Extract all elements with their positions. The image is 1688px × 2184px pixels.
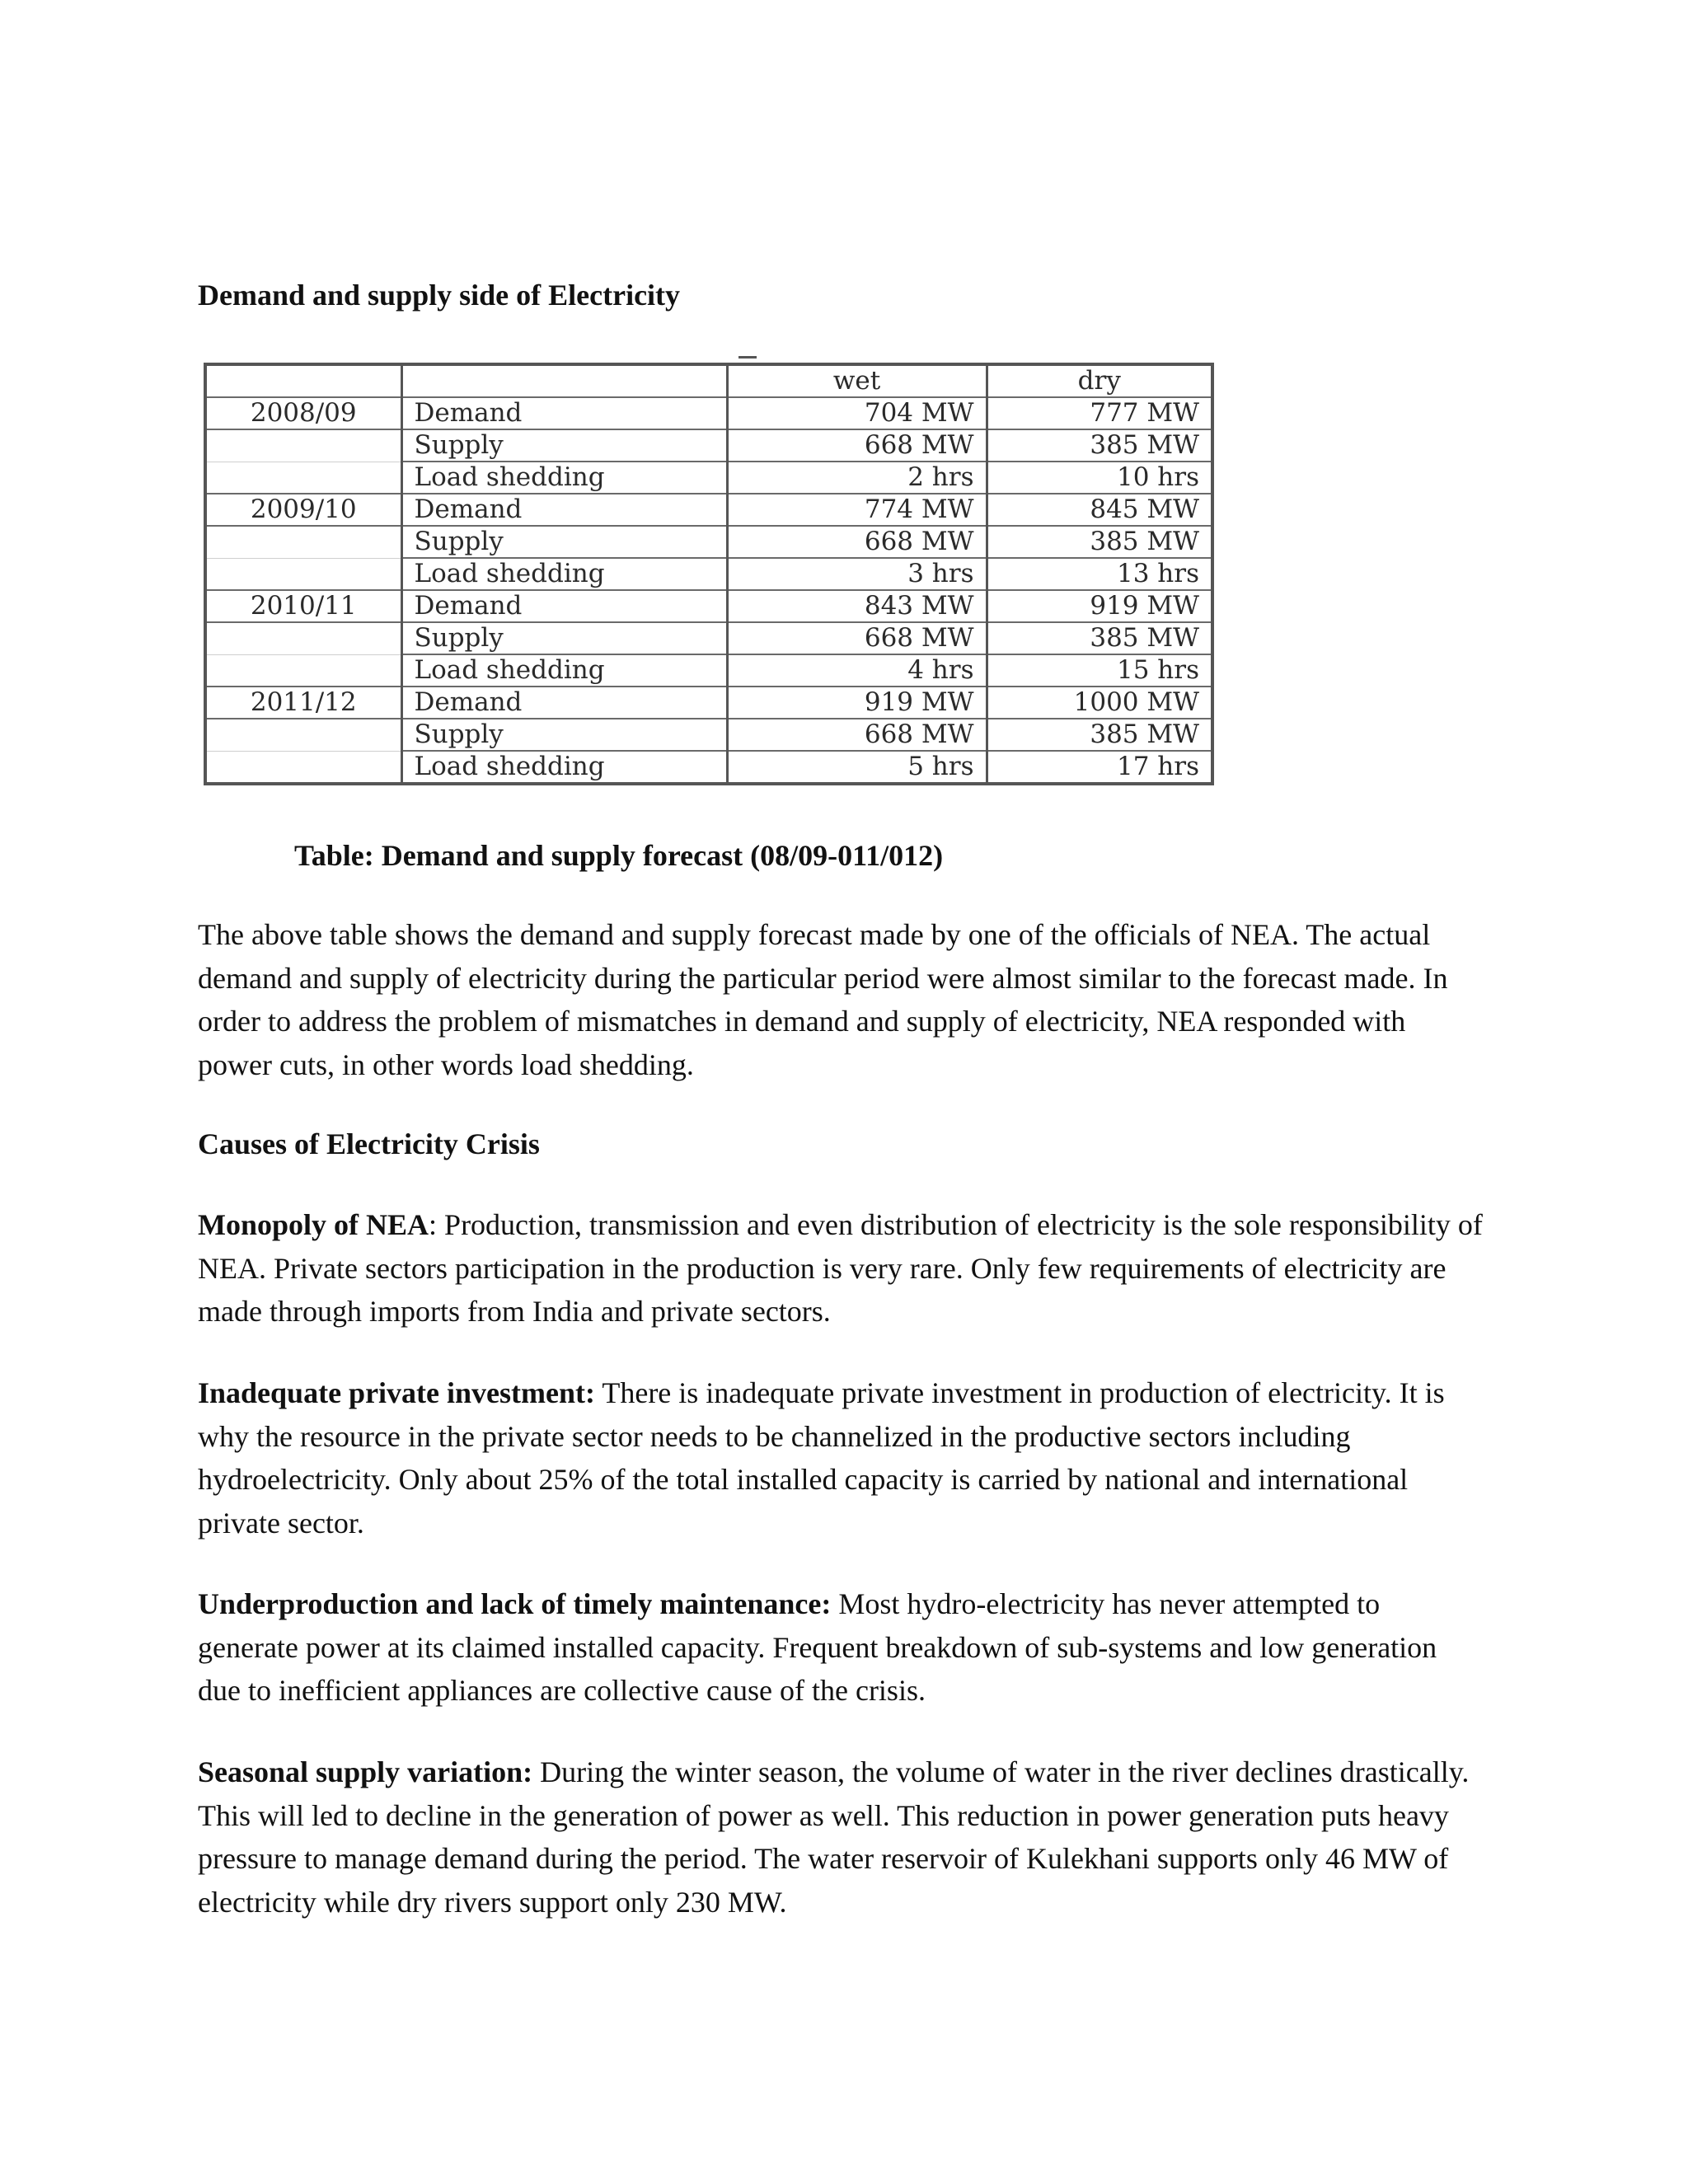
header-cell-wet: wet <box>727 364 987 397</box>
item-cell: Supply <box>401 719 727 751</box>
header-cell-year <box>205 364 401 397</box>
dry-cell: 385 MW <box>987 719 1212 751</box>
wet-cell: 919 MW <box>727 687 987 719</box>
header-cell-item <box>401 364 727 397</box>
header-cell-dry: dry <box>987 364 1212 397</box>
year-cell: 2010/11 <box>205 590 401 622</box>
year-cell: 2009/10 <box>205 494 401 526</box>
dry-cell: 10 hrs <box>987 462 1212 494</box>
table-row <box>205 429 1212 462</box>
year-cell: 2008/09 <box>205 397 401 429</box>
item-cell: Load shedding <box>401 654 727 687</box>
year-cell <box>205 462 401 494</box>
item-cell: Supply <box>401 526 727 558</box>
table-row <box>205 590 1212 622</box>
cause-text: There is inadequate private investment in production of electricity. It is why the resource in the private sector needs to be channelized in the productive sectors including hydroelectricity. Only about 25% of the total installed capacity is carried by national and international private sector. <box>198 1376 1445 1540</box>
wet-cell: 668 MW <box>727 622 987 654</box>
cause-separator <box>831 1587 838 1620</box>
wet-cell: 668 MW <box>727 429 987 462</box>
year-cell: 2011/12 <box>205 687 401 719</box>
section-title: Demand and supply side of Electricity <box>198 279 681 312</box>
item-cell: Load shedding <box>401 462 727 494</box>
table-row <box>205 751 1212 784</box>
item-cell: Demand <box>401 397 727 429</box>
item-cell: Supply <box>401 622 727 654</box>
year-cell <box>205 654 401 687</box>
table-row <box>205 494 1212 526</box>
dry-cell: 919 MW <box>987 590 1212 622</box>
wet-cell: 5 hrs <box>727 751 987 784</box>
table-header-row <box>205 364 1212 397</box>
table-row <box>205 397 1212 429</box>
dry-cell: 1000 MW <box>987 687 1212 719</box>
item-cell: Supply <box>401 429 727 462</box>
year-cell <box>205 558 401 590</box>
wet-cell: 704 MW <box>727 397 987 429</box>
wet-cell: 4 hrs <box>727 654 987 687</box>
wet-cell: 3 hrs <box>727 558 987 590</box>
wet-cell: 774 MW <box>727 494 987 526</box>
causes-heading: Causes of Electricity Crisis <box>198 1127 540 1160</box>
year-cell <box>205 719 401 751</box>
table-row <box>205 558 1212 590</box>
cause-underproduction <box>198 1582 1484 1713</box>
dry-cell: 845 MW <box>987 494 1212 526</box>
cause-seasonal-variation <box>198 1750 1484 1924</box>
wet-cell: 843 MW <box>727 590 987 622</box>
table-row <box>205 526 1212 558</box>
forecast-table <box>204 363 1214 785</box>
table-row <box>205 462 1212 494</box>
dry-cell: 385 MW <box>987 622 1212 654</box>
table-row <box>205 622 1212 654</box>
cause-term: Inadequate private investment: <box>198 1376 595 1409</box>
dry-cell: 385 MW <box>987 526 1212 558</box>
item-cell: Demand <box>401 590 727 622</box>
cause-term: Seasonal supply variation: <box>198 1755 533 1788</box>
item-cell: Load shedding <box>401 751 727 784</box>
cause-private-investment <box>198 1371 1484 1544</box>
year-cell <box>205 751 401 784</box>
cause-separator: : <box>429 1208 445 1241</box>
wet-cell: 668 MW <box>727 526 987 558</box>
cause-term: Underproduction and lack of timely maintenance: <box>198 1587 832 1620</box>
cause-term: Monopoly of NEA <box>198 1208 429 1241</box>
year-cell <box>205 526 401 558</box>
wet-cell: 2 hrs <box>727 462 987 494</box>
wet-cell: 668 MW <box>727 719 987 751</box>
dry-cell: 15 hrs <box>987 654 1212 687</box>
cause-text: Most hydro-electricity has never attempted to generate power at its claimed installed capacity. Frequent breakdown of sub-systems and low generation due to inefficient appliances are collective cause of the crisis. <box>198 1587 1437 1707</box>
cause-text: Production, transmission and even distribution of electricity is the sole responsibility of NEA. Private sectors participation in the production is very rare. Only few requirements of electricity are made through imports from India and private sectors. <box>198 1208 1483 1328</box>
dry-cell: 385 MW <box>987 429 1212 462</box>
table-row <box>205 719 1212 751</box>
dry-cell: 777 MW <box>987 397 1212 429</box>
table-row <box>205 687 1212 719</box>
year-cell <box>205 429 401 462</box>
cause-monopoly <box>198 1203 1484 1333</box>
intro-paragraph: The above table shows the demand and supply forecast made by one of the officials of NEA. The actual demand and supply of electricity during the particular period were almost similar to the forecast made. In order to address the problem of mismatches in demand and supply of electricity, NEA responded with power cuts, in other words load shedding. <box>198 918 1448 1081</box>
dry-cell: 13 hrs <box>987 558 1212 590</box>
dry-cell: 17 hrs <box>987 751 1212 784</box>
item-cell: Demand <box>401 687 727 719</box>
cause-text: During the winter season, the volume of water in the river declines drastically. This will led to decline in the generation of power as well. This reduction in power generation puts heavy pressure to manage demand during the period. The water reservoir of Kulekhani supports only 46 MW of electricity while dry rivers support only 230 MW. <box>198 1755 1470 1919</box>
item-cell: Load shedding <box>401 558 727 590</box>
table-row <box>205 654 1212 687</box>
year-cell <box>205 622 401 654</box>
cause-separator <box>532 1755 540 1788</box>
table-caption: Table: Demand and supply forecast (08/09-011/012) <box>294 839 944 872</box>
item-cell: Demand <box>401 494 727 526</box>
